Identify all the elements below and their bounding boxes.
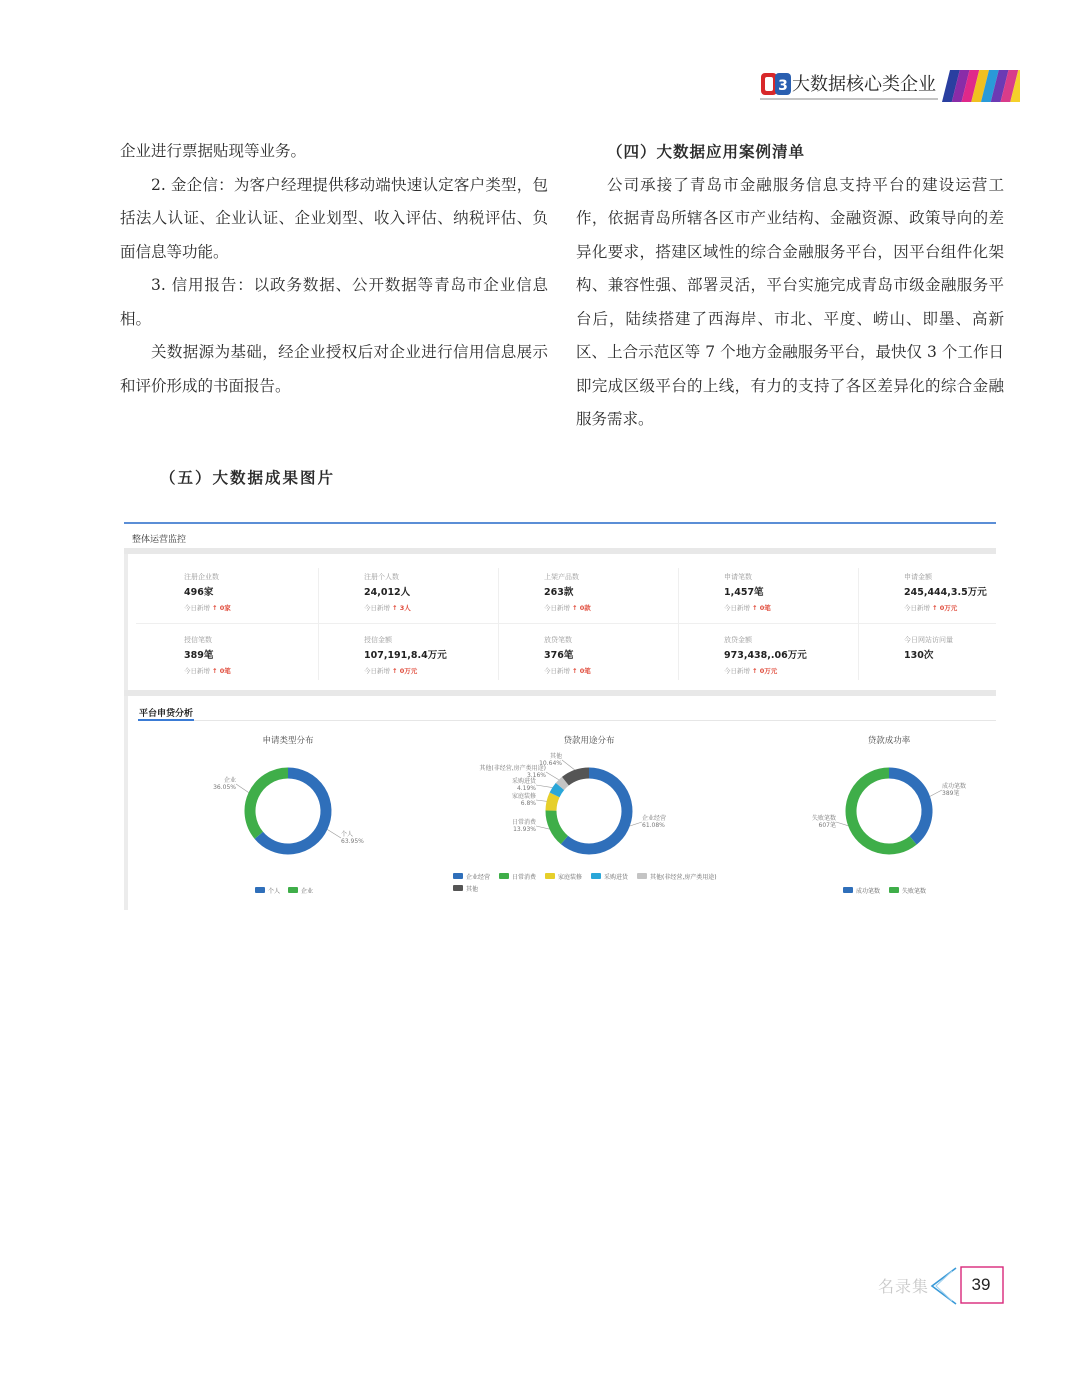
slice-leader-line <box>536 785 552 788</box>
stat-value: 1,457笔 <box>724 587 764 598</box>
slice-leader-line <box>562 760 575 770</box>
chart-title: 贷款成功率 <box>867 736 911 746</box>
page-number: 39 <box>971 1275 991 1294</box>
stat-listed-products <box>488 560 668 620</box>
footer-label: 名录集 <box>878 1277 930 1296</box>
right-column <box>576 135 1004 437</box>
stat-today: 今日新增 ↑ 0笔 <box>184 667 231 675</box>
loan-analysis-tab-underline <box>138 719 194 721</box>
left-paragraph-3: 3. 信用报告：以政务数据、公开数据等青岛市企业信息相。 <box>120 276 548 328</box>
right-paragraph-1: 公司承接了青岛市金融服务信息支持平台的建设运营工作，依据青岛所辖各区市产业结构、金融资源、政策导向的差异化要求，搭建区域性的综合金融服务平台，因平台组件化架构、兼容性强、部署灵活，平台实施完成青岛市级金融服务平台后，陆续搭建了西海岸、市北、平度、崂山、即墨、高新区、上合示范区等 7 个地方金融服务平台，最快仅 3 个工作日即完成区级平台的上线，有力的支持了各区差异化的综合金融服务需求。 <box>576 175 1004 428</box>
stat-label: 放贷金额 <box>724 636 752 644</box>
stat-registered-individuals <box>308 560 488 620</box>
stat-loan-amount <box>668 623 848 683</box>
left-paragraph-4: 关数据源为基础，经企业授权后对企业进行信用信息展示和评价形成的书面报告。 <box>120 343 548 395</box>
stat-credit-amount <box>308 623 488 683</box>
stat-label: 授信金额 <box>364 636 392 644</box>
header-underline <box>760 98 938 100</box>
stat-value: 389笔 <box>184 650 214 661</box>
slice-label: 日常消费 13.93% <box>511 819 536 833</box>
stat-credit-count <box>128 623 308 683</box>
legend-swatch <box>453 873 463 879</box>
svg-text:3: 3 <box>778 78 788 94</box>
dashboard-title: 整体运营监控 <box>132 535 187 545</box>
legend-swatch <box>637 873 647 879</box>
legend-swatch <box>453 885 463 891</box>
donut-slice <box>565 773 589 781</box>
slice-label: 失败笔数 607笔 <box>811 815 836 829</box>
stat-today: 今日新增 ↑ 0万元 <box>904 604 958 612</box>
legend-swatch <box>889 887 899 893</box>
legend-label: 其他 <box>466 886 479 893</box>
stat-label: 申请金额 <box>904 573 932 581</box>
stat-label: 授信笔数 <box>184 636 212 644</box>
donut-slice <box>564 773 627 849</box>
legend-swatch <box>288 887 298 893</box>
slice-label: 其他 10.64% <box>539 753 562 767</box>
stat-loan-count <box>488 623 668 683</box>
slice-label: 企业经营 61.08% <box>642 815 667 829</box>
section-4-heading: （四）大数据应用案例清单 <box>607 142 806 161</box>
donut-slice <box>851 773 913 849</box>
stats-panel <box>128 560 996 690</box>
slice-leader-line <box>546 772 559 780</box>
stat-label: 注册企业数 <box>184 573 219 581</box>
donut-chart <box>213 735 364 895</box>
slice-label: 企业 36.05% <box>213 777 236 791</box>
chart-title: 申请类型分布 <box>262 736 314 746</box>
donut-slice <box>551 811 564 840</box>
legend-label: 成功笔数 <box>856 888 881 895</box>
legend-swatch <box>545 873 555 879</box>
stat-label: 今日网站访问量 <box>904 636 953 644</box>
loan-analysis-title: 平台申贷分析 <box>139 709 194 719</box>
stat-label: 注册个人数 <box>364 573 399 581</box>
stat-today: 今日新增 ↑ 0家 <box>184 604 231 612</box>
legend-label: 日常消费 <box>512 874 537 881</box>
stat-today: 今日新增 ↑ 0款 <box>544 604 591 612</box>
stat-registered-companies <box>128 560 308 620</box>
company-logo-icon <box>760 70 792 98</box>
dashboard-screenshot <box>124 522 996 910</box>
donut-slice <box>560 781 565 786</box>
left-paragraph-1: 企业进行票据贴现等业务。 <box>120 142 307 160</box>
slice-leader-line <box>630 822 642 826</box>
header-stripes <box>942 70 1020 102</box>
legend-label: 采购进货 <box>604 874 629 881</box>
legend-label: 家庭装修 <box>558 874 583 881</box>
stat-today: 今日新增 ↑ 0笔 <box>724 604 771 612</box>
dashboard-top-border <box>124 522 996 524</box>
chart-title: 贷款用途分布 <box>563 736 615 746</box>
stat-today: 今日新增 ↑ 3人 <box>364 604 411 612</box>
donut-chart <box>812 735 966 895</box>
page-header <box>760 66 1020 102</box>
legend-swatch <box>591 873 601 879</box>
slice-leader-line <box>930 790 942 796</box>
stat-label: 上架产品数 <box>544 573 579 581</box>
stat-value: 24,012人 <box>364 587 411 598</box>
donut-chart <box>453 735 717 893</box>
stat-label: 申请笔数 <box>724 573 752 581</box>
section-5-heading: （五）大数据成果图片 <box>160 468 336 487</box>
left-column <box>120 135 548 403</box>
dashboard-divider <box>124 548 996 554</box>
stat-label: 放贷笔数 <box>544 636 572 644</box>
slice-leader-line <box>327 829 341 838</box>
stat-today: 今日新增 ↑ 0笔 <box>544 667 591 675</box>
dashboard-divider <box>124 690 996 696</box>
slice-leader-line <box>536 826 549 829</box>
slice-leader-line <box>536 800 547 801</box>
slice-label: 家庭装修 6.8% <box>511 793 536 807</box>
loan-analysis-divider <box>194 720 996 721</box>
stat-today: 今日新增 ↑ 0万元 <box>724 667 778 675</box>
legend-label: 其他(非经营,房产类用途) <box>650 874 717 881</box>
donut-slice <box>250 773 288 835</box>
stat-application-count <box>668 560 848 620</box>
left-paragraph-2: 2. 金企信：为客户经理提供移动端快速认定客户类型，包括法人认证、企业认证、企业划型、收入评估、纳税评估、负面信息等功能。 <box>120 175 548 261</box>
legend-label: 企业 <box>301 888 314 895</box>
stat-value: 107,191,8.4万元 <box>364 650 447 661</box>
stat-value: 263款 <box>544 587 574 598</box>
legend-swatch <box>499 873 509 879</box>
donut-slice <box>551 795 555 811</box>
legend-swatch <box>843 887 853 893</box>
slice-leader-line <box>236 784 249 793</box>
legend-label: 失败笔数 <box>902 888 927 895</box>
header-title: 大数据核心类企业 <box>792 74 936 95</box>
stat-site-visits <box>848 623 1028 683</box>
legend-label: 个人 <box>268 888 281 895</box>
stat-value: 245,444,3.5万元 <box>904 587 987 598</box>
slice-label: 采购进货 4.19% <box>511 778 536 792</box>
legend-swatch <box>255 887 265 893</box>
slice-label: 个人 63.95% <box>341 831 364 845</box>
donut-slice <box>555 786 560 794</box>
stat-application-amount <box>848 560 1028 620</box>
donut-slice <box>889 773 927 840</box>
stat-value: 130次 <box>904 650 934 661</box>
slice-label: 成功笔数 389笔 <box>942 783 967 797</box>
legend-label: 企业经营 <box>466 874 491 881</box>
donut-charts <box>124 722 996 910</box>
stat-today: 今日新增 ↑ 0万元 <box>364 667 418 675</box>
slice-leader-line <box>836 822 848 826</box>
stat-value: 496家 <box>184 587 214 598</box>
stat-value: 376笔 <box>544 650 574 661</box>
slice-label: 其他(非经营,房产类用途) 3.16% <box>479 765 546 779</box>
stat-value: 973,438,.06万元 <box>724 650 807 661</box>
